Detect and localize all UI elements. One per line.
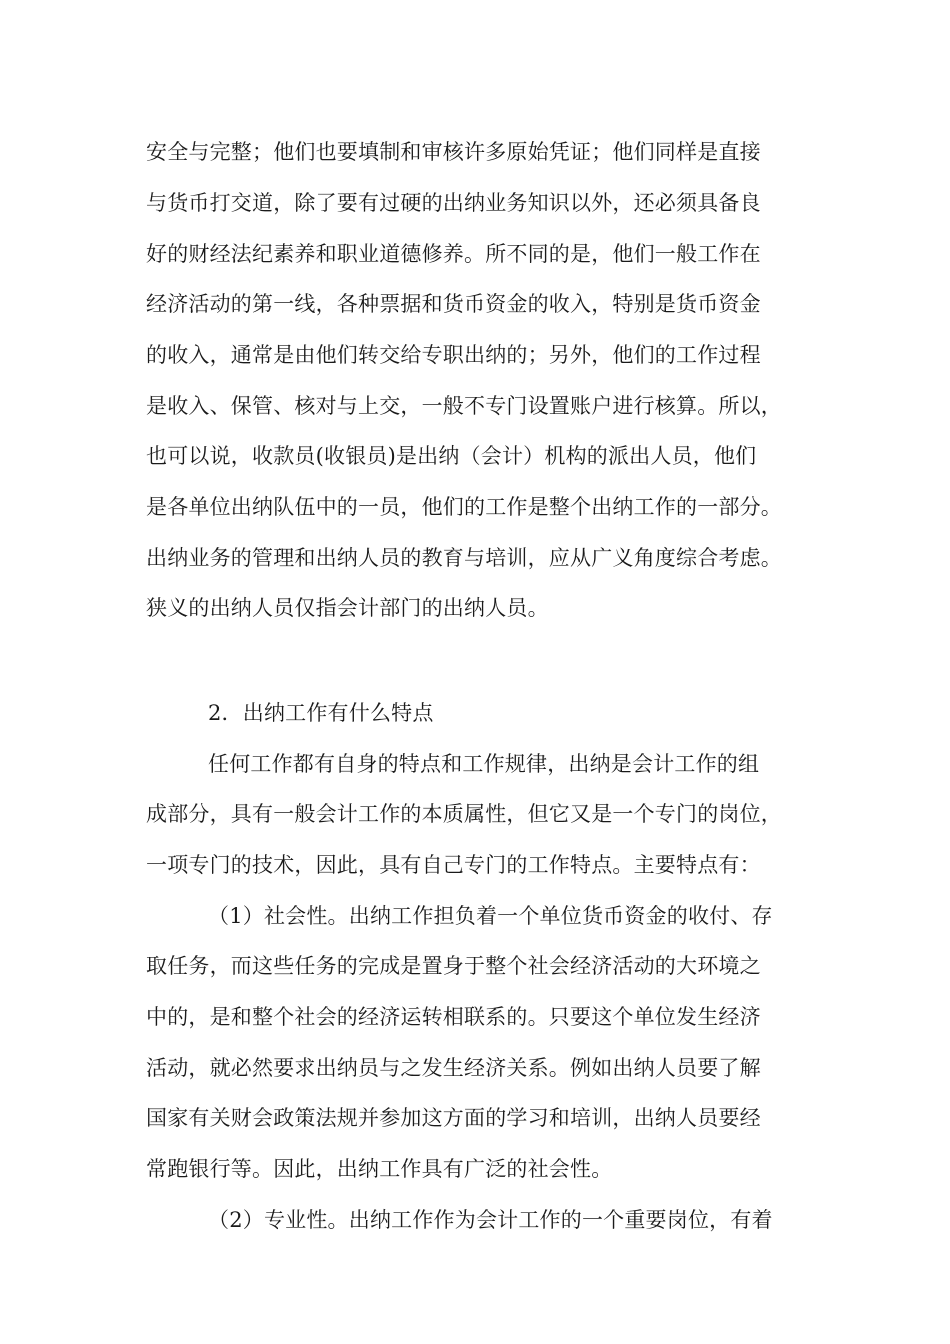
text-line: 任何工作都有自身的特点和工作规律，出纳是会计工作的组 [208, 752, 760, 776]
text-line: （1）社会性。出纳工作担负着一个单位货币资金的收付、存 [208, 904, 773, 928]
section-heading: 2．出纳工作有什么特点 [208, 701, 434, 725]
text-line: 取任务，而这些任务的完成是置身于整个社会经济活动的大环境之 [146, 954, 761, 978]
text-line: 中的，是和整个社会的经济运转相联系的。只要这个单位发生经济 [146, 1005, 761, 1029]
text-line: 狭义的出纳人员仅指会计部门的出纳人员。 [146, 596, 549, 620]
text-line: 的收入，通常是由他们转交给专职出纳的；另外，他们的工作过程 [146, 343, 761, 367]
text-line: 安全与完整；他们也要填制和审核许多原始凭证；他们同样是直接 [146, 140, 761, 164]
text-line: 国家有关财会政策法规并参加这方面的学习和培训，出纳人员要经 [146, 1106, 761, 1130]
text-line: 经济活动的第一线，各种票据和货币资金的收入，特别是货币资金 [146, 292, 761, 316]
text-line: 常跑银行等。因此，出纳工作具有广泛的社会性。 [146, 1157, 613, 1181]
text-line: 好的财经法纪素养和职业道德修养。所不同的是，他们一般工作在 [146, 242, 761, 266]
text-line: 也可以说，收款员(收银员)是出纳（会计）机构的派出人员，他们 [146, 444, 757, 468]
text-line: 一项专门的技术，因此，具有自己专门的工作特点。主要特点有： [146, 853, 761, 877]
text-line: 出纳业务的管理和出纳人员的教育与培训，应从广义角度综合考虑。 [146, 546, 782, 570]
text-line: 成部分，具有一般会计工作的本质属性，但它又是一个专门的岗位， [146, 802, 782, 826]
text-line: （2）专业性。出纳工作作为会计工作的一个重要岗位，有着 [208, 1208, 773, 1232]
text-line: 与货币打交道，除了要有过硬的出纳业务知识以外，还必须具备良 [146, 191, 761, 215]
text-line: 活动，就必然要求出纳员与之发生经济关系。例如出纳人员要了解 [146, 1056, 761, 1080]
text-line: 是收入、保管、核对与上交，一般不专门设置账户进行核算。所以， [146, 394, 782, 418]
text-line: 是各单位出纳队伍中的一员，他们的工作是整个出纳工作的一部分。 [146, 495, 782, 519]
